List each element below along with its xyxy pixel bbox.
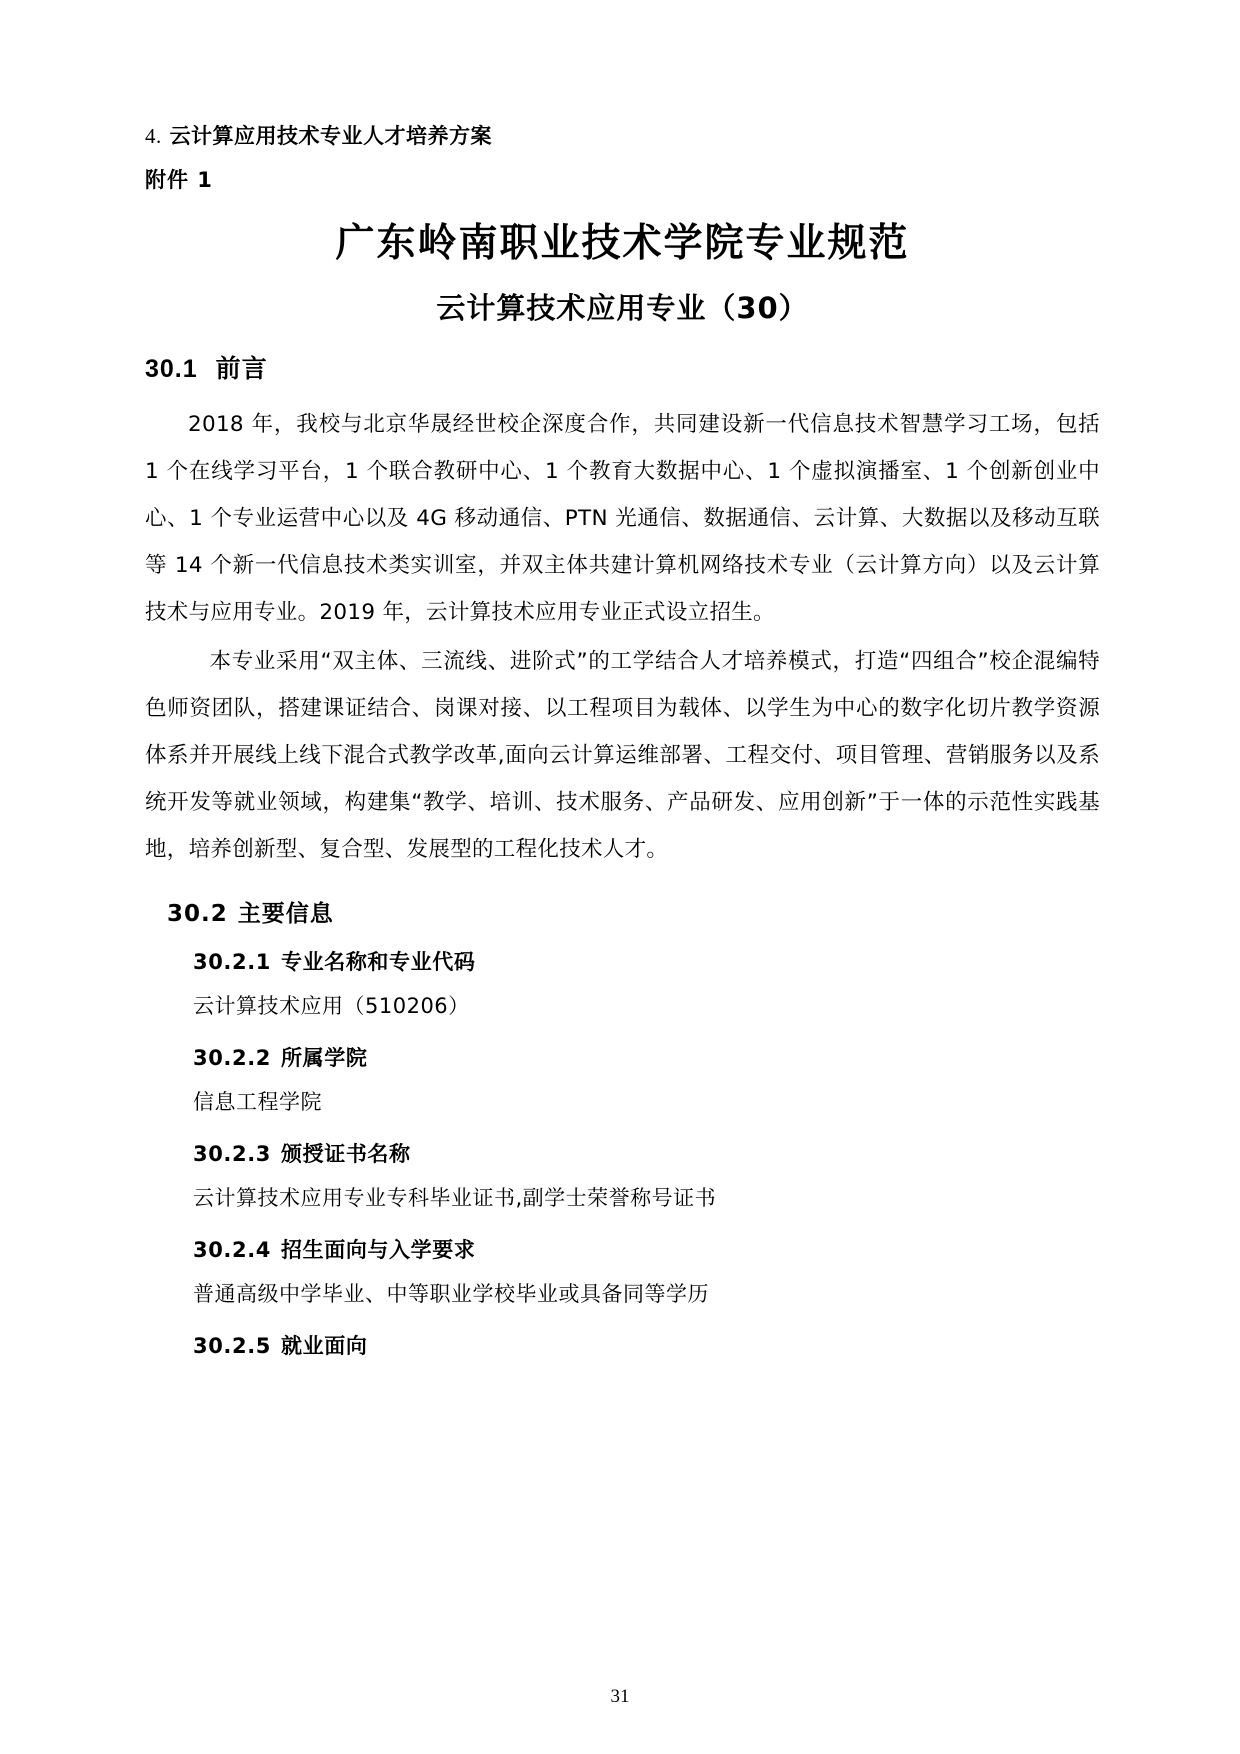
subsubsection-number: 30.2.4 [193,1238,272,1262]
section-paragraph: 2018 年，我校与北京华晟经世校企深度合作，共同建设新一代信息技术智慧学习工场，包括 1 个在线学习平台，1 个联合教研中心、1 个教育大数据中心、1 个虚拟演播室、1 个创新创业中心、1 个专业运营中心以及 4G 移动通信、PTN 光通信、数据通信、云计算、大数据以及移动互联等 14 个新一代信息技术类实训室，并双主体共建计算机网络技术专业（云计算方向）以及云计算技术与应用专业。2019 年，云计算技术应用专业正式设立招生。 [145,412,1100,625]
section-paragraph: 本专业采用“双主体、三流线、进阶式”的工学结合人才培养模式，打造“四组合”校企混编特色师资团队，搭建课证结合、岗课对接、以工程项目为载体、以学生为中心的数字化切片教学资源体系并开展线上线下混合式教学改革,面向云计算运维部署、工程交付、项目管理、营销服务以及系统开发等就业领域，构建集“教学、培训、技术服务、产品研发、应用创新”于一体的示范性实践基地，培养创新型、复合型、发展型的工程化技术人才。 [145,649,1100,862]
subsection-heading-certificate [193,1138,1100,1168]
subsubsection-number: 30.2.5 [193,1334,272,1358]
section-heading-preface [145,349,1100,385]
college-value: 信息工程学院 [193,1090,322,1114]
certificate-value: 云计算技术应用专业专科毕业证书,副学士荣誉称号证书 [193,1186,717,1210]
subsection-heading-major-name [193,946,1100,976]
major-name-value: 云计算技术应用（510206） [193,994,470,1018]
subsubsection-title: 就业面向 [281,1334,368,1358]
admission-value: 普通高级中学毕业、中等职业学校毕业或具备同等学历 [193,1282,709,1306]
outline-item-number: 4. [145,124,162,148]
subsection-title: 主要信息 [237,901,334,927]
subsubsection-title: 招生面向与入学要求 [281,1238,476,1262]
subsubsection-title: 专业名称和专业代码 [281,950,476,974]
section-title: 前言 [215,354,268,383]
section-heading-main-info [167,895,1100,928]
page-number: 31 [610,1686,630,1707]
subsection-heading-employment [193,1330,1100,1360]
subsubsection-title: 颁授证书名称 [281,1142,411,1166]
subsection-heading-college [193,1042,1100,1072]
subsection-heading-admission [193,1234,1100,1264]
outline-item [145,120,1100,150]
attachment-label: 附件 1 [145,168,213,192]
subsubsection-number: 30.2.3 [193,1142,272,1166]
subsubsection-number: 30.2.1 [193,950,272,974]
subsubsection-title: 所属学院 [281,1046,368,1070]
section-number: 30.1 [145,355,198,383]
subsection-number: 30.2 [167,901,228,927]
page-title: 广东岭南职业技术学院专业规范 [335,221,910,266]
outline-item-title: 云计算应用技术专业人才培养方案 [169,124,493,148]
page-subtitle: 云计算技术应用专业（30） [436,291,809,325]
subsubsection-number: 30.2.2 [193,1046,272,1070]
